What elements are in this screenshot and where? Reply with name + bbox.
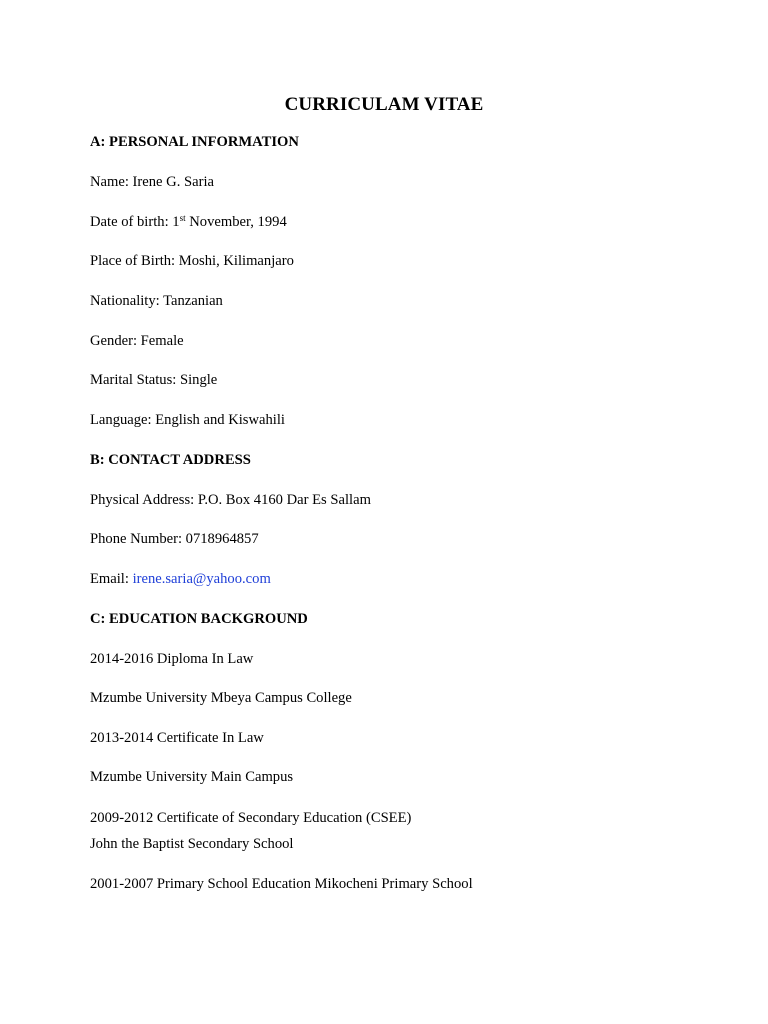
name-line: Name: Irene G. Saria [90,174,214,190]
gender-line: Gender: Female [90,333,184,349]
section-heading-personal-information: A: PERSONAL INFORMATION [90,134,299,150]
education-entry-certificate: 2013-2014 Certificate In Law [90,730,264,746]
education-entry-primary: 2001-2007 Primary School Education Mikocheni Primary School [90,876,473,892]
email-label: Email: [90,571,133,587]
education-school-secondary: John the Baptist Secondary School [90,836,294,852]
section-heading-education-background: C: EDUCATION BACKGROUND [90,611,308,627]
date-of-birth-line [90,213,287,231]
education-entry-diploma: 2014-2016 Diploma In Law [90,651,254,667]
document-title: CURRICULAM VITAE [284,94,484,115]
section-heading-contact-address: B: CONTACT ADDRESS [90,452,251,468]
nationality-line: Nationality: Tanzanian [90,293,223,309]
phone-number-line: Phone Number: 0718964857 [90,531,259,547]
email-line [90,570,271,588]
dob-ordinal-suffix: st [179,213,186,223]
education-school-certificate: Mzumbe University Main Campus [90,769,294,785]
dob-prefix: Date of birth: 1 [90,214,180,230]
email-link[interactable]: irene.saria@yahoo.com [132,571,271,587]
language-line: Language: English and Kiswahili [90,412,285,428]
place-of-birth-line: Place of Birth: Moshi, Kilimanjaro [90,253,294,269]
education-school-diploma: Mzumbe University Mbeya Campus College [90,690,352,706]
marital-status-line: Marital Status: Single [90,372,218,388]
dob-suffix: November, 1994 [185,214,287,230]
education-entry-secondary: 2009-2012 Certificate of Secondary Education (CSEE) [90,810,412,826]
physical-address-line: Physical Address: P.O. Box 4160 Dar Es Sallam [90,492,371,508]
